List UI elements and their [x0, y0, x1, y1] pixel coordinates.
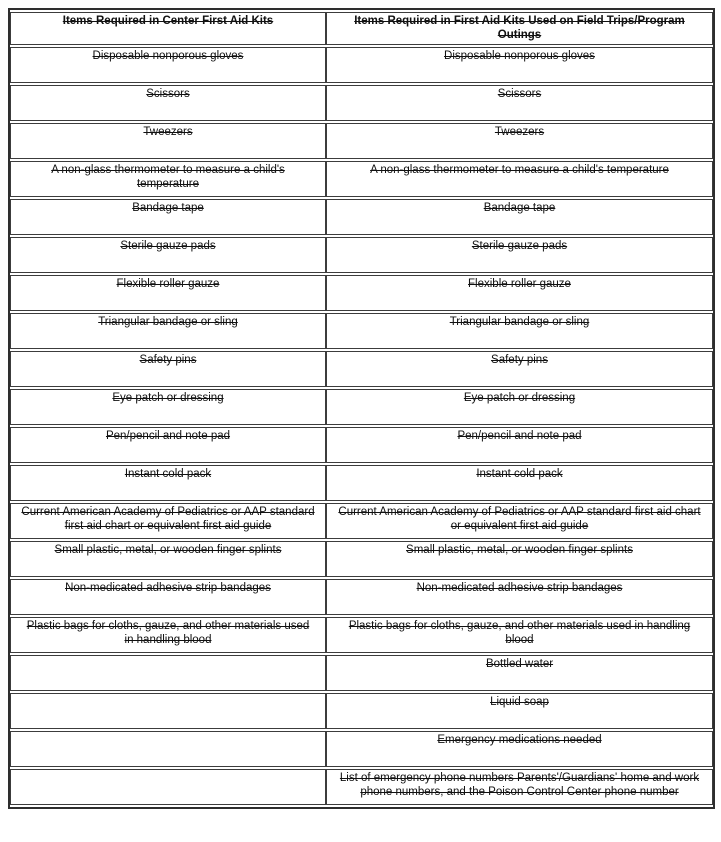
table-header — [10, 12, 713, 45]
header-row — [10, 12, 713, 45]
field-kit-cell — [326, 427, 713, 463]
center-kit-cell — [10, 617, 326, 653]
cell-text: Non-medicated adhesive strip bandages — [65, 582, 271, 594]
cell-text: Sterile gauze pads — [120, 240, 216, 252]
field-kit-cell — [326, 465, 713, 501]
field-kit-cell — [326, 503, 713, 539]
cell-text: Bandage tape — [483, 202, 556, 214]
cell-text: Plastic bags for cloths, gauze, and other materials used in handling blood — [26, 620, 310, 646]
table-row — [10, 731, 713, 767]
table-row — [10, 351, 713, 387]
cell-text: Eye patch or dressing — [112, 392, 224, 404]
table-row — [10, 579, 713, 615]
cell-text: Scissors — [146, 88, 190, 100]
table-row — [10, 275, 713, 311]
cell-text: Sterile gauze pads — [471, 240, 568, 252]
center-kit-cell — [10, 275, 326, 311]
cell-text: Pen/pencil and note pad — [457, 430, 582, 442]
table-row — [10, 617, 713, 653]
field-kit-cell — [326, 199, 713, 235]
cell-text: Safety pins — [139, 354, 197, 366]
cell-text: Disposable nonporous gloves — [92, 50, 244, 62]
table-body — [10, 47, 713, 805]
table-row — [10, 161, 713, 197]
field-kit-cell — [326, 389, 713, 425]
field-kit-cell — [326, 161, 713, 197]
center-kit-cell — [10, 655, 326, 691]
center-kit-cell — [10, 161, 326, 197]
cell-text: Eye patch or dressing — [463, 392, 576, 404]
cell-text: Instant cold pack — [476, 468, 563, 480]
cell-text: Instant cold pack — [124, 468, 212, 480]
field-kit-cell — [326, 693, 713, 729]
cell-text: Plastic bags for cloths, gauze, and other materials used in handling blood — [348, 620, 691, 646]
header-center-label: Items Required in Center First Aid Kits — [62, 15, 274, 27]
cell-text: Current American Academy of Pediatrics or AAP standard first aid chart or equivalent first aid guide — [338, 506, 701, 532]
table-row — [10, 47, 713, 83]
field-kit-cell — [326, 351, 713, 387]
table-row — [10, 237, 713, 273]
field-kit-cell — [326, 237, 713, 273]
center-kit-cell — [10, 237, 326, 273]
center-kit-cell — [10, 427, 326, 463]
center-kit-cell — [10, 351, 326, 387]
center-kit-cell — [10, 313, 326, 349]
cell-text: A non-glass thermometer to measure a child's temperature — [51, 164, 285, 190]
field-kit-cell — [326, 541, 713, 577]
table-row — [10, 427, 713, 463]
cell-text: Tweezers — [143, 126, 193, 138]
cell-text: List of emergency phone numbers Parents'/Guardians' home and work phone numbers, and the Poison Control Center phone number — [339, 772, 700, 798]
header-cell-field-kits — [326, 12, 713, 45]
center-kit-cell — [10, 389, 326, 425]
cell-text: Scissors — [497, 88, 542, 100]
first-aid-kits-table — [8, 8, 715, 809]
table-row — [10, 503, 713, 539]
cell-text: Disposable nonporous gloves — [444, 50, 595, 62]
cell-text: Safety pins — [491, 354, 548, 366]
center-kit-cell — [10, 769, 326, 805]
table-row — [10, 693, 713, 729]
cell-text: Emergency medications needed — [437, 734, 602, 746]
table-row — [10, 541, 713, 577]
table-row — [10, 655, 713, 691]
field-kit-cell — [326, 769, 713, 805]
cell-text: Small plastic, metal, or wooden finger splints — [406, 544, 633, 556]
field-kit-cell — [326, 313, 713, 349]
table-row — [10, 199, 713, 235]
table-row — [10, 389, 713, 425]
field-kit-cell — [326, 85, 713, 121]
field-kit-cell — [326, 579, 713, 615]
field-kit-cell — [326, 655, 713, 691]
table-row — [10, 85, 713, 121]
header-field-label: Items Required in First Aid Kits Used on Field Trips/Program Outings — [354, 15, 685, 41]
cell-text: Tweezers — [494, 126, 545, 138]
center-kit-cell — [10, 503, 326, 539]
cell-text: Current American Academy of Pediatrics or AAP standard first aid chart or equivalent first aid guide — [21, 506, 315, 532]
field-kit-cell — [326, 617, 713, 653]
cell-text: Bandage tape — [132, 202, 204, 214]
field-kit-cell — [326, 123, 713, 159]
field-kit-cell — [326, 47, 713, 83]
center-kit-cell — [10, 465, 326, 501]
cell-text: Small plastic, metal, or wooden finger splints — [54, 544, 282, 556]
cell-text: Pen/pencil and note pad — [105, 430, 231, 442]
field-kit-cell — [326, 731, 713, 767]
cell-text: Triangular bandage or sling — [449, 316, 590, 328]
table-row — [10, 465, 713, 501]
center-kit-cell — [10, 541, 326, 577]
cell-text: Triangular bandage or sling — [98, 316, 238, 328]
cell-text: Non-medicated adhesive strip bandages — [416, 582, 623, 594]
center-kit-cell — [10, 199, 326, 235]
table-row — [10, 313, 713, 349]
center-kit-cell — [10, 47, 326, 83]
field-kit-cell — [326, 275, 713, 311]
cell-text: A non-glass thermometer to measure a child's temperature — [370, 164, 669, 176]
center-kit-cell — [10, 731, 326, 767]
table-row — [10, 769, 713, 805]
center-kit-cell — [10, 693, 326, 729]
header-cell-center-kits — [10, 12, 326, 45]
cell-text: Flexible roller gauze — [116, 278, 220, 290]
cell-text: Flexible roller gauze — [468, 278, 571, 290]
cell-text: Bottled water — [485, 658, 554, 670]
cell-text: Liquid soap — [490, 696, 549, 708]
center-kit-cell — [10, 123, 326, 159]
center-kit-cell — [10, 579, 326, 615]
center-kit-cell — [10, 85, 326, 121]
table-row — [10, 123, 713, 159]
